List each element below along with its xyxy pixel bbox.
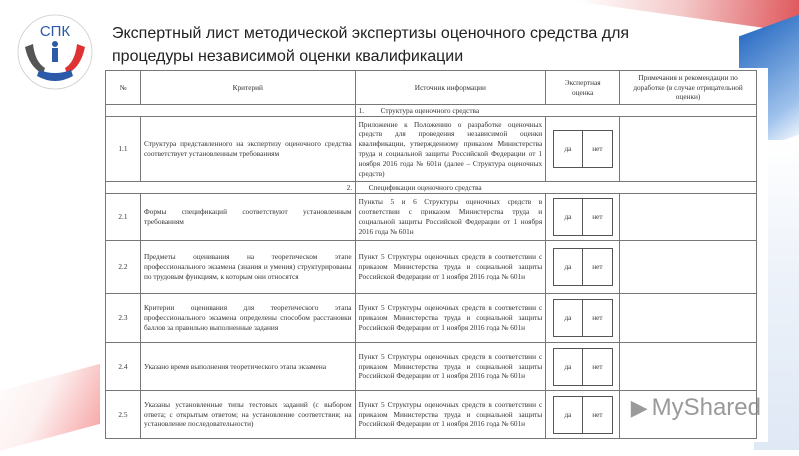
criterion-cell: Структура представленного на экспертизу оценочного средства соответствует установленным требованиям	[140, 117, 355, 182]
yes-no-choice	[553, 299, 613, 337]
notes-cell[interactable]	[620, 194, 757, 241]
evaluation-cell	[546, 294, 620, 343]
slide-title	[112, 22, 629, 68]
evaluation-cell	[546, 391, 620, 439]
watermark-text: MyShared	[651, 394, 761, 421]
header-number: №	[106, 71, 141, 105]
no-option[interactable]: нет	[582, 300, 612, 336]
section-title	[355, 105, 756, 117]
expert-sheet-table	[105, 70, 757, 439]
criterion-cell: Предметы оценивания на теоретическом этапе профессионального экзамена (знания и умения) структурированы по трудовым функциям, к которым они относятся	[140, 241, 355, 294]
table-row	[106, 294, 757, 343]
table-row	[106, 343, 757, 391]
header-evaluation: Экспертная оценка	[546, 71, 620, 105]
watermark	[631, 394, 761, 422]
yes-no-choice	[553, 248, 613, 286]
criterion-cell: Указано время выполнения теоретического этапа экзамена	[140, 343, 355, 391]
play-icon: ▶	[630, 395, 648, 420]
no-option[interactable]: нет	[582, 249, 612, 285]
svg-text:СПК: СПК	[39, 23, 71, 40]
notes-cell[interactable]	[620, 117, 757, 182]
row-number: 2.3	[106, 294, 141, 343]
source-cell: Пункт 5 Структуры оценочных средств в соответствии с приказом Министерства труда и социальной защиты Российской Федерации от 1 ноября 2016 года № 601н	[355, 294, 546, 343]
title-line-1: Экспертный лист методической экспертизы оценочного средства для	[112, 25, 630, 42]
yes-no-choice	[553, 348, 613, 386]
table-header-row	[106, 71, 757, 105]
section-title: 2. Спецификации оценочного средства	[355, 182, 756, 194]
section-row	[106, 182, 757, 194]
evaluation-cell	[546, 241, 620, 294]
source-cell: Пункт 5 Структуры оценочных средств в соответствии с приказом Министерства труда и социальной защиты Российской Федерации от 1 ноября 2016 года № 601н	[355, 391, 546, 439]
yes-no-choice	[553, 198, 613, 236]
row-number: 1.1	[106, 117, 141, 182]
no-option[interactable]: нет	[582, 349, 612, 385]
evaluation-cell	[546, 343, 620, 391]
title-line-2: процедуры независимой оценки квалификации	[112, 48, 464, 65]
row-number: 2.2	[106, 241, 141, 294]
yes-no-choice	[553, 396, 613, 434]
table-row	[106, 241, 757, 294]
section-spacer	[106, 182, 356, 194]
row-number: 2.1	[106, 194, 141, 241]
no-option[interactable]: нет	[582, 397, 612, 433]
section-spacer	[106, 105, 356, 117]
source-cell: Пункт 5 Структуры оценочных средств в соответствии с приказом Министерства труда и социальной защиты Российской Федерации от 1 ноября 2016 года № 601н	[355, 343, 546, 391]
source-cell: Пункт 5 Структуры оценочных средств в соответствии с приказом Министерства труда и социальной защиты Российской Федерации от 1 ноября 2016 года № 601н	[355, 241, 546, 294]
section-label: Спецификации оценочного средства	[368, 182, 482, 192]
yes-option[interactable]: да	[564, 313, 572, 323]
yes-option[interactable]: да	[564, 212, 572, 222]
spk-logo	[15, 12, 95, 92]
notes-cell[interactable]	[620, 241, 757, 294]
source-cell: Пункты 5 и 6 Структуры оценочных средств в соответствии с приказом Министерства труда и социальной защиты Российской Федерации от 1 ноября 2016 года № 601н	[355, 194, 546, 241]
notes-cell[interactable]	[620, 294, 757, 343]
header-source: Источник информации	[355, 71, 546, 105]
table-row	[106, 194, 757, 241]
yes-no-choice	[553, 130, 613, 168]
evaluation-cell	[546, 117, 620, 182]
row-number: 2.4	[106, 343, 141, 391]
no-option[interactable]: нет	[582, 131, 612, 167]
header-criterion: Критерий	[140, 71, 355, 105]
yes-option[interactable]: да	[564, 361, 572, 371]
yes-option[interactable]: да	[564, 144, 572, 154]
notes-cell[interactable]	[620, 343, 757, 391]
header-notes: Примечания и рекомендации по доработке (в случае отрицательной оценки)	[620, 71, 757, 105]
no-option[interactable]: нет	[582, 199, 612, 235]
section-label: Структура оценочного средства	[380, 105, 480, 115]
criterion-cell: Критерии оценивания для теоретического этапа профессионального экзамена определены способом расстановки баллов за правильно выполненные задания	[140, 294, 355, 343]
decor-ribbon-bottom	[0, 364, 100, 456]
source-cell: Приложение к Положению о разработке оценочных средств для проведения независимой оценки квалификации, утвержденному приказом Министерства труда и социальной защиты Российской Федерации от 1 ноября 2016 года № 601н (далее – Структура оценочных средств)	[355, 117, 546, 182]
section-row	[106, 105, 757, 117]
row-number: 2.5	[106, 391, 141, 439]
yes-option[interactable]: да	[564, 262, 572, 272]
evaluation-cell	[546, 194, 620, 241]
criterion-cell: Формы спецификаций соответствуют установленным требованиям	[140, 194, 355, 241]
table-row	[106, 117, 757, 182]
yes-option[interactable]: да	[564, 409, 572, 419]
criterion-cell: Указаны установленные типы тестовых заданий (с выбором ответа; с открытым ответом; на установление соответствия; на установление последовательности)	[140, 391, 355, 439]
section-number: 1.	[358, 105, 365, 115]
